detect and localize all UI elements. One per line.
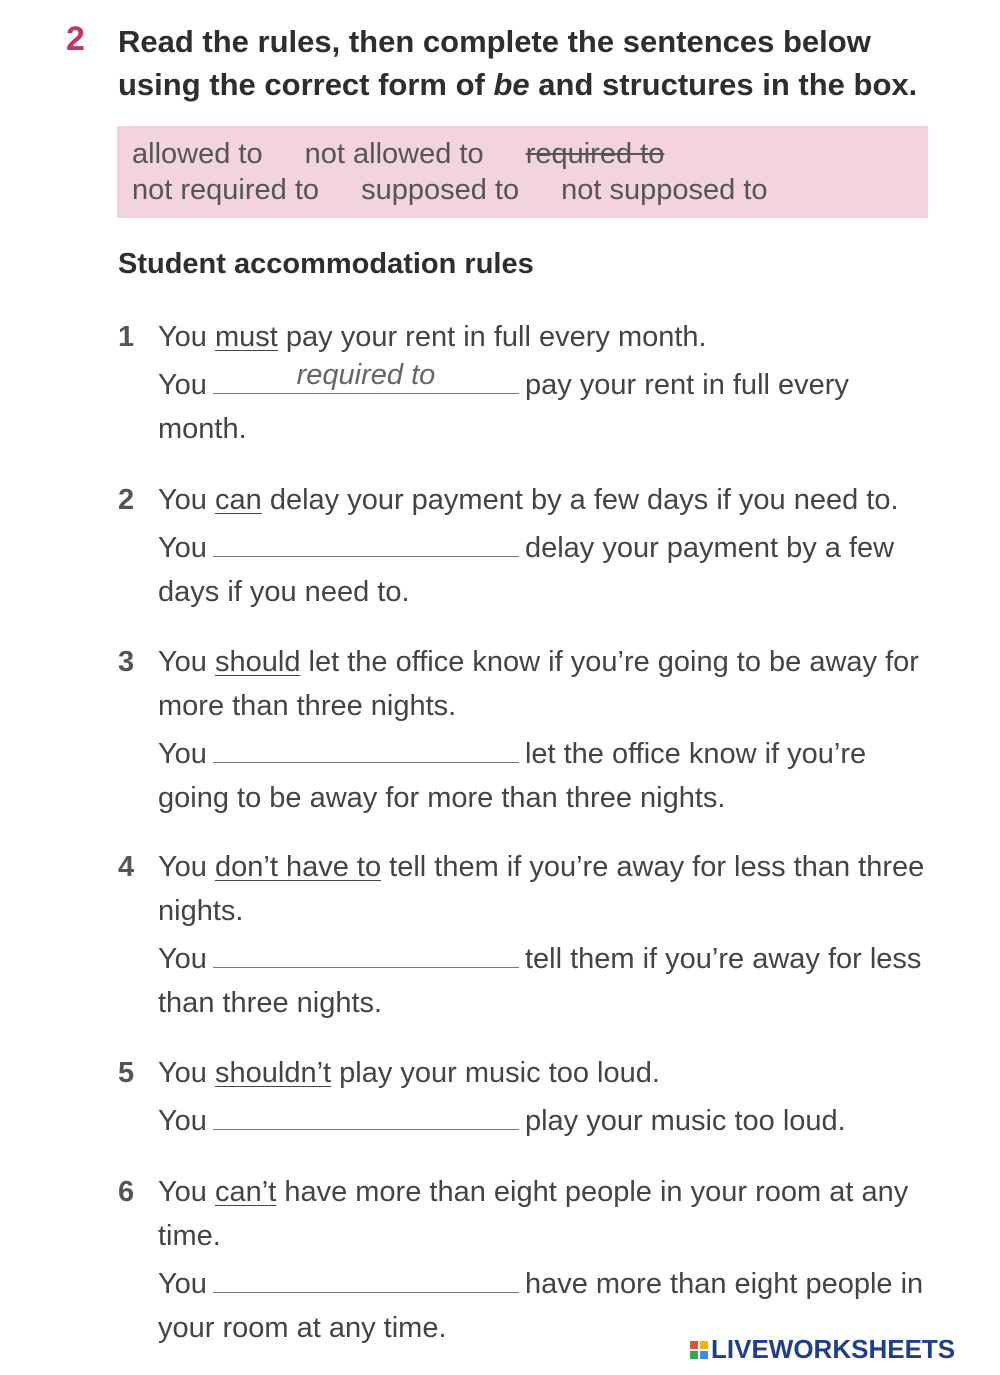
item-number: 1	[118, 321, 135, 353]
item-key-word: must	[215, 321, 278, 353]
item-rule: You can delay your payment by a few days if you need to.	[158, 484, 899, 516]
logo-square	[700, 1351, 708, 1359]
item-rule: You don’t have to tell them if you’re away for less than three nights.	[158, 851, 925, 927]
item-number: 3	[118, 646, 135, 678]
exercise-item-1	[118, 315, 938, 451]
item-rule: You must pay your rent in full every month.	[158, 321, 707, 353]
item-key-word: can’t	[215, 1176, 277, 1208]
exercise-instruction	[118, 20, 938, 106]
brand-text: LIVEWORKSHEETS	[711, 1334, 956, 1364]
item-key-word: should	[215, 646, 301, 678]
instruction-italic: be	[493, 67, 530, 102]
exercise-item-2	[118, 478, 938, 614]
word-box-item: allowed to	[132, 138, 263, 170]
item-rule: You should let the office know if you’re going to be away for more than three nights.	[158, 646, 919, 722]
item-answer-line: You delay your payment by a few days if you need to.	[158, 526, 938, 614]
section-title: Student accommodation rules	[118, 248, 534, 280]
word-box-item: not supposed to	[561, 174, 768, 206]
answer-blank-1[interactable]: required to	[213, 363, 519, 394]
word-box-item: supposed to	[361, 174, 520, 206]
word-box-item: not allowed to	[304, 138, 484, 170]
exercise-number: 2	[66, 20, 85, 58]
item-answer-line: You have more than eight people in your room at any time.	[158, 1262, 938, 1350]
item-answer-line: You let the office know if you’re going to be away for more than three nights.	[158, 732, 938, 820]
exercise-item-5	[118, 1051, 938, 1143]
item-number: 2	[118, 484, 135, 516]
answer-blank-6[interactable]	[213, 1262, 519, 1293]
logo-square	[690, 1351, 698, 1359]
logo-square	[690, 1341, 698, 1349]
item-answer-line: You tell them if you’re away for less than three nights.	[158, 937, 938, 1025]
exercise-item-4	[118, 845, 938, 1025]
instruction-part1: Read the rules, then complete the sentences below using the correct form of	[118, 24, 871, 102]
item-rule: You can’t have more than eight people in your room at any time.	[158, 1176, 909, 1252]
item-key-word: can	[215, 484, 262, 516]
answer-blank-4[interactable]	[213, 937, 519, 968]
item-rule: You shouldn’t play your music too loud.	[158, 1057, 660, 1089]
answer-blank-5[interactable]	[213, 1099, 519, 1130]
item-number: 4	[118, 851, 135, 883]
item-key-word: shouldn’t	[215, 1057, 332, 1089]
word-box-row-2	[132, 174, 802, 207]
answer-blank-2[interactable]	[213, 526, 519, 557]
item-answer-line: You required to pay your rent in full every month.	[158, 359, 849, 445]
answer-blank-3[interactable]	[213, 732, 519, 763]
word-box	[117, 126, 928, 218]
word-box-row-1	[132, 138, 698, 171]
item-number: 5	[118, 1057, 135, 1089]
exercise-item-3	[118, 640, 938, 820]
word-box-item: not required to	[132, 174, 320, 206]
logo-square	[700, 1341, 708, 1349]
item-key-word: don’t have to	[215, 851, 382, 883]
liveworksheets-brand	[690, 1334, 955, 1365]
instruction-part2: and structures in the box.	[529, 67, 918, 102]
liveworksheets-logo-icon	[690, 1341, 708, 1359]
item-answer-line: You play your music too loud.	[158, 1099, 938, 1143]
item-number: 6	[118, 1176, 135, 1208]
word-box-item-used: required to	[525, 138, 665, 170]
exercise-item-6	[118, 1170, 938, 1350]
